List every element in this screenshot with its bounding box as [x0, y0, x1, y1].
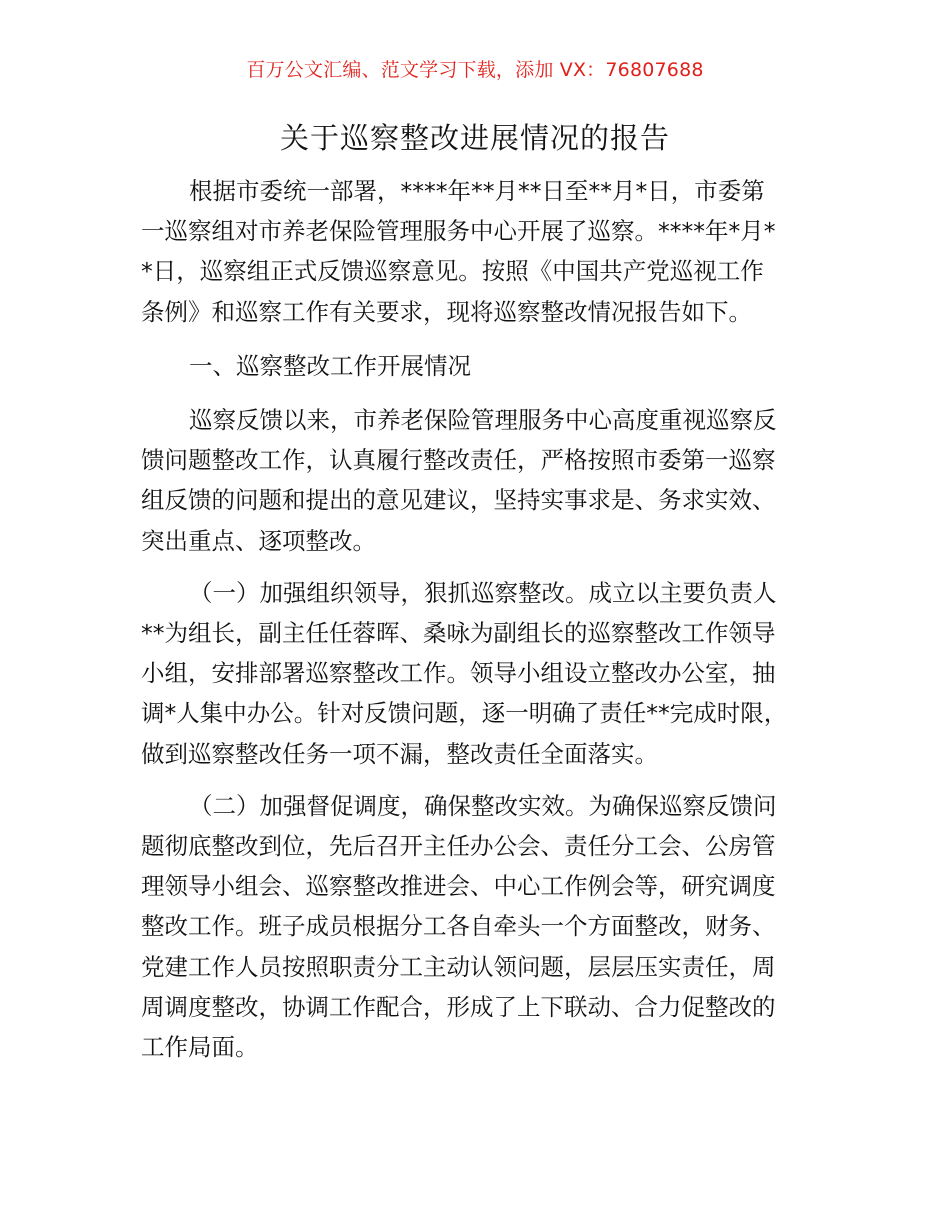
paragraph-line: 馈问题整改工作，认真履行整改责任，严格按照市委第一巡察 [141, 446, 776, 475]
paragraph-line: 工作局面。 [141, 1033, 259, 1062]
paragraph-line: *日，巡察组正式反馈巡察意见。按照《中国共产党巡视工作 [141, 257, 764, 286]
paragraph-line: 突出重点、逐项整改。 [141, 526, 376, 555]
paragraph-line: 理领导小组会、巡察整改推进会、中心工作例会等，研究调度 [141, 872, 776, 901]
paragraph-intro [141, 171, 831, 332]
paragraph-line: 周调度整改，协调工作配合，形成了上下联动、合力促整改的 [141, 992, 776, 1021]
section-heading-1 [141, 346, 831, 386]
paragraph-line: 条例》和巡察工作有关要求，现将巡察整改情况报告如下。 [141, 297, 752, 326]
paragraph-overview [141, 400, 831, 561]
section-heading-text: 一、巡察整改工作开展情况 [189, 351, 471, 380]
paragraph-line: （二）加强督促调度，确保整改实效。为确保巡察反馈问 [189, 791, 777, 820]
paragraph-line: 题彻底整改到位，先后召开主任办公会、责任分工会、公房管 [141, 832, 776, 861]
paragraph-line: 一巡察组对市养老保险管理服务中心开展了巡察。****年*月* [141, 217, 776, 246]
paragraph-line: 党建工作人员按照职责分工主动认领问题，层层压实责任，周 [141, 952, 776, 981]
paragraph-line: （一）加强组织领导，狠抓巡察整改。成立以主要负责人 [189, 578, 777, 607]
header-banner: 百万公文汇编、范文学习下载，添加 VX：76807688 [246, 59, 704, 81]
paragraph-line: 调*人集中办公。针对反馈问题，逐一明确了责任**完成时限， [141, 699, 788, 728]
paragraph-item-1 [141, 573, 831, 774]
document-body [141, 171, 831, 1067]
paragraph-item-2 [141, 786, 831, 1067]
paragraph-line: 根据市委统一部署，****年**月**日至**月*日，市委第 [189, 177, 765, 205]
paragraph-line: 整改工作。班子成员根据分工各自牵头一个方面整改，财务、 [141, 912, 776, 941]
paragraph-line: **为组长，副主任任蓉晖、桑咏为副组长的巡察整改工作领导 [141, 619, 776, 648]
paragraph-line: 组反馈的问题和提出的意见建议，坚持实事求是、务求实效、 [141, 486, 776, 515]
paragraph-line: 巡察反馈以来，市养老保险管理服务中心高度重视巡察反 [189, 406, 777, 435]
document-title: 关于巡察整改进展情况的报告 [279, 121, 670, 155]
paragraph-line: 做到巡察整改任务一项不漏，整改责任全面落实。 [141, 739, 658, 768]
paragraph-line: 小组，安排部署巡察整改工作。领导小组设立整改办公室，抽 [141, 659, 776, 688]
